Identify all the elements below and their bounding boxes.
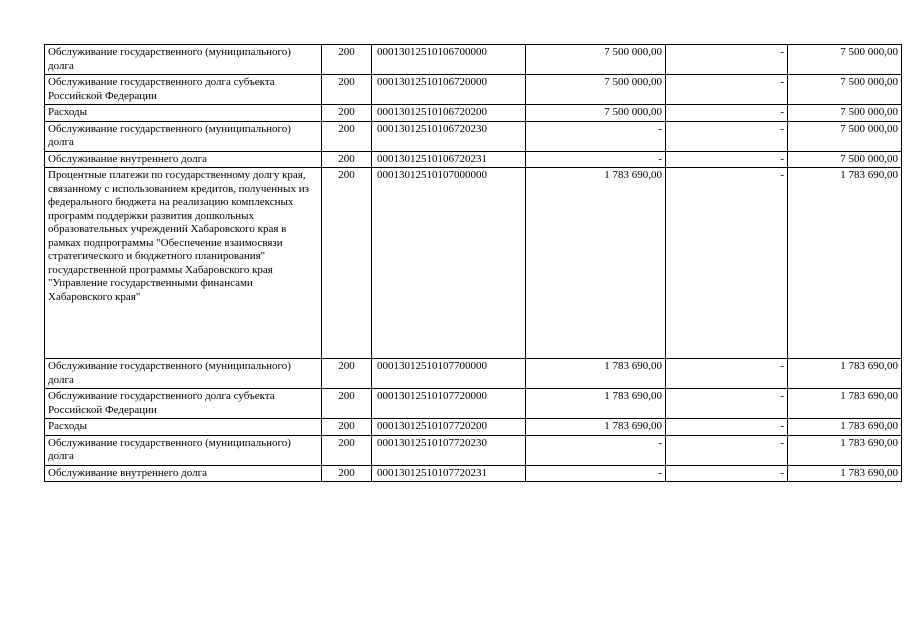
row-classification-code: 00013012510106700000 bbox=[372, 45, 526, 75]
row-executed: - bbox=[666, 359, 788, 389]
row-name: Обслуживание внутреннего долга bbox=[45, 151, 322, 168]
row-classification-code: 00013012510107720000 bbox=[372, 389, 526, 419]
row-approved: 1 783 690,00 bbox=[526, 168, 666, 359]
row-approved: 7 500 000,00 bbox=[526, 75, 666, 105]
row-unexecuted: 1 783 690,00 bbox=[788, 389, 902, 419]
row-classification-code: 00013012510106720231 bbox=[372, 151, 526, 168]
row-name: Обслуживание государственного (муниципального) долга bbox=[45, 435, 322, 465]
row-name: Обслуживание государственного (муниципального) долга bbox=[45, 359, 322, 389]
row-unexecuted: 7 500 000,00 bbox=[788, 75, 902, 105]
row-code: 200 bbox=[322, 419, 372, 436]
row-name: Обслуживание государственного (муниципального) долга bbox=[45, 121, 322, 151]
table-row bbox=[45, 75, 902, 105]
row-code: 200 bbox=[322, 435, 372, 465]
row-code: 200 bbox=[322, 105, 372, 122]
row-unexecuted: 1 783 690,00 bbox=[788, 168, 902, 359]
row-executed: - bbox=[666, 151, 788, 168]
table-row bbox=[45, 121, 902, 151]
row-executed: - bbox=[666, 121, 788, 151]
row-approved: 7 500 000,00 bbox=[526, 105, 666, 122]
row-name: Расходы bbox=[45, 105, 322, 122]
row-code: 200 bbox=[322, 389, 372, 419]
table-row bbox=[45, 419, 902, 436]
row-unexecuted: 1 783 690,00 bbox=[788, 465, 902, 482]
table-row bbox=[45, 168, 902, 359]
row-code: 200 bbox=[322, 151, 372, 168]
row-code: 200 bbox=[322, 168, 372, 359]
row-code: 200 bbox=[322, 45, 372, 75]
row-name: Обслуживание государственного (муниципального) долга bbox=[45, 45, 322, 75]
row-classification-code: 00013012510106720000 bbox=[372, 75, 526, 105]
row-approved: 7 500 000,00 bbox=[526, 45, 666, 75]
row-unexecuted: 7 500 000,00 bbox=[788, 121, 902, 151]
row-executed: - bbox=[666, 465, 788, 482]
table-row bbox=[45, 45, 902, 75]
table-row bbox=[45, 151, 902, 168]
row-name: Обслуживание государственного долга субъекта Российской Федерации bbox=[45, 389, 322, 419]
row-unexecuted: 7 500 000,00 bbox=[788, 45, 902, 75]
table-row bbox=[45, 465, 902, 482]
row-approved: - bbox=[526, 151, 666, 168]
row-code: 200 bbox=[322, 359, 372, 389]
row-executed: - bbox=[666, 168, 788, 359]
table-row bbox=[45, 105, 902, 122]
table-row bbox=[45, 435, 902, 465]
row-approved: 1 783 690,00 bbox=[526, 359, 666, 389]
row-executed: - bbox=[666, 435, 788, 465]
row-approved: - bbox=[526, 465, 666, 482]
row-executed: - bbox=[666, 75, 788, 105]
row-approved: - bbox=[526, 435, 666, 465]
row-code: 200 bbox=[322, 465, 372, 482]
row-classification-code: 00013012510107000000 bbox=[372, 168, 526, 359]
row-unexecuted: 1 783 690,00 bbox=[788, 419, 902, 436]
table-row bbox=[45, 389, 902, 419]
row-classification-code: 00013012510107720231 bbox=[372, 465, 526, 482]
table-row bbox=[45, 359, 902, 389]
row-name: Процентные платежи по государственному долгу края, связанному с использованием кредитов, полученных из федерального бюджета на реализацию комплексных программ поддержки развития дошкольных образовательных учреждений Хабаровского края в рамках подпрограммы "Обеспечение взаимосвязи стратегического и бюджетного планирования" государственной программы Хабаровского края "Управление государственными финансами Хабаровского края" bbox=[45, 168, 322, 359]
row-unexecuted: 1 783 690,00 bbox=[788, 359, 902, 389]
row-classification-code: 00013012510106720230 bbox=[372, 121, 526, 151]
row-approved: 1 783 690,00 bbox=[526, 389, 666, 419]
row-executed: - bbox=[666, 419, 788, 436]
row-code: 200 bbox=[322, 75, 372, 105]
row-name: Обслуживание внутреннего долга bbox=[45, 465, 322, 482]
row-classification-code: 00013012510107720230 bbox=[372, 435, 526, 465]
row-approved: 1 783 690,00 bbox=[526, 419, 666, 436]
row-executed: - bbox=[666, 45, 788, 75]
row-name: Расходы bbox=[45, 419, 322, 436]
row-unexecuted: 1 783 690,00 bbox=[788, 435, 902, 465]
row-approved: - bbox=[526, 121, 666, 151]
row-classification-code: 00013012510107700000 bbox=[372, 359, 526, 389]
row-executed: - bbox=[666, 105, 788, 122]
row-unexecuted: 7 500 000,00 bbox=[788, 151, 902, 168]
row-name: Обслуживание государственного долга субъекта Российской Федерации bbox=[45, 75, 322, 105]
budget-table bbox=[44, 44, 902, 482]
row-unexecuted: 7 500 000,00 bbox=[788, 105, 902, 122]
row-code: 200 bbox=[322, 121, 372, 151]
row-executed: - bbox=[666, 389, 788, 419]
row-classification-code: 00013012510107720200 bbox=[372, 419, 526, 436]
row-classification-code: 00013012510106720200 bbox=[372, 105, 526, 122]
